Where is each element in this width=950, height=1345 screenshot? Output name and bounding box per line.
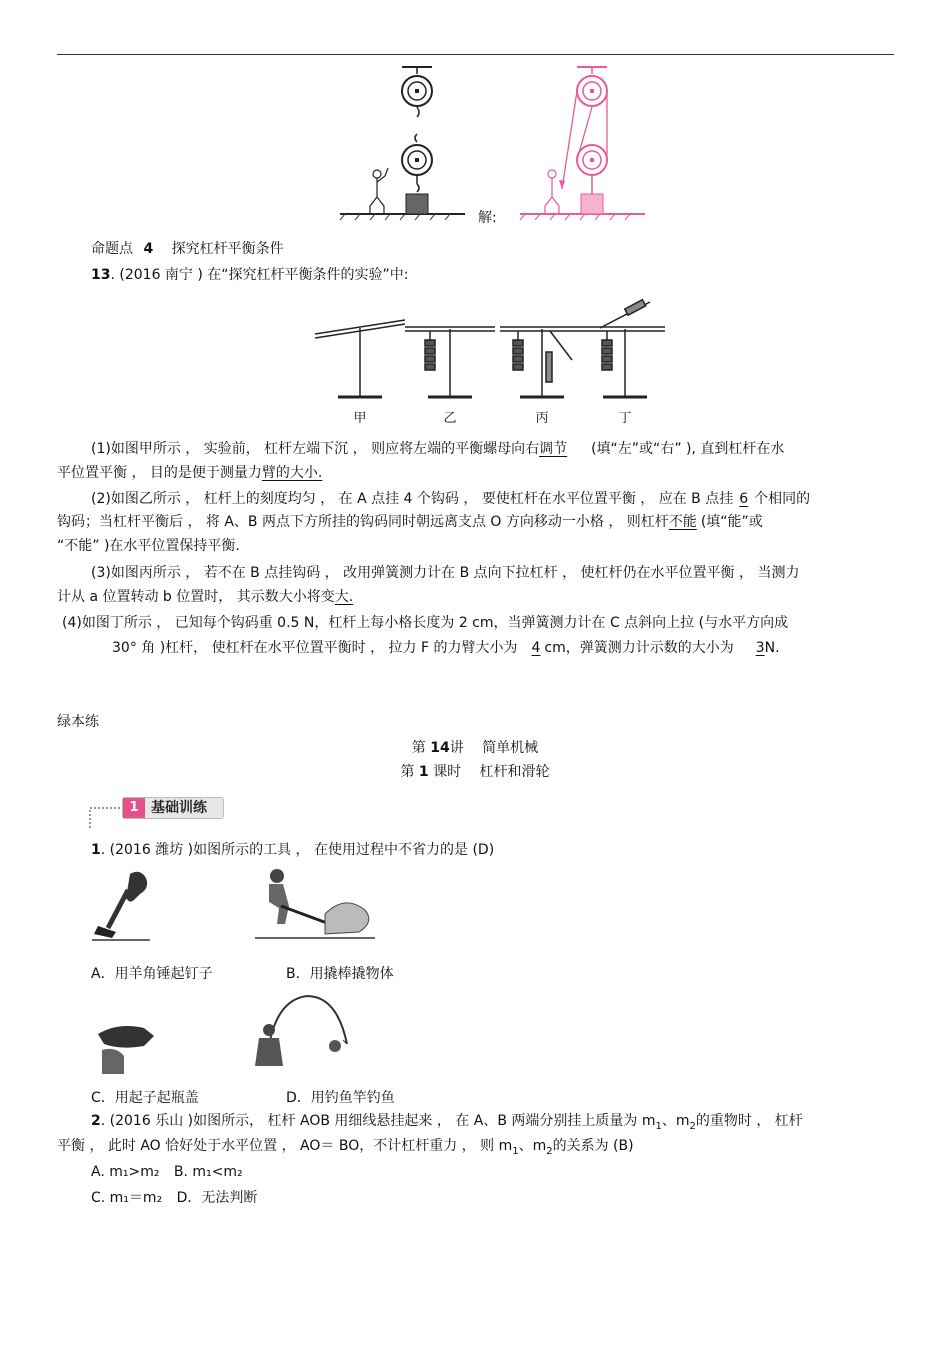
q13-p1-line2: 平位置平衡 ， 目的是便于测量力臂的大小. xyxy=(57,465,323,481)
q13-p1-line1: (1)如图甲所示 ， 实验前， 杠杆左端下沉 ， 则应将左端的平衡螺母向右调节 (填“左”或“右” ), 直到杠杆在水 xyxy=(91,441,785,457)
badge-number: 1 xyxy=(123,798,145,818)
q2-option-d: D．无法判断 xyxy=(176,1190,258,1206)
hammer-image xyxy=(90,866,160,942)
answer-blank: 大. xyxy=(334,589,354,605)
q13-stem xyxy=(91,264,409,284)
q2-option-c: C. m₁＝m₂ xyxy=(91,1190,163,1206)
q2-option-a: A. m₁>m₂ xyxy=(91,1164,160,1180)
pulley-figure-answer xyxy=(520,64,650,224)
q13-p2-line3: “不能” )在水平位置保持平衡. xyxy=(57,538,240,554)
answer-blank: 臂的大小. xyxy=(261,465,323,481)
lever-jia xyxy=(315,320,405,397)
q13-p3-line1: (3)如图丙所示 ， 若不在 B 点挂钩码 ， 改用弹簧测力计在 B 点向下拉杠杆 ， 使杠杆仍在水平位置平衡 ， 当测力 xyxy=(91,565,800,581)
q1-stem: 1. (2016 潍坊 )如图所示的工具 ， 在使用过程中不省力的是 (D) xyxy=(91,842,495,858)
bottle-opener-image xyxy=(92,1020,162,1076)
fig-label-ding: 丁 xyxy=(618,411,632,426)
answer-blank: 不能 xyxy=(668,514,697,530)
q1-option-d: D．用钓鱼竿钓鱼 xyxy=(286,1090,395,1106)
q13-p2-line1: (2)如图乙所示 ， 杠杆上的刻度均匀 ， 在 A 点挂 4 个钩码 ， 要使杠杆在水平位置平衡 ， 应在 B 点挂 6 个相同的 xyxy=(91,491,811,507)
pulley-figure-original xyxy=(340,64,470,224)
answer-label: 解: xyxy=(478,210,497,226)
topic-number: 4 xyxy=(143,241,154,257)
q13-p2-line2: 钩码；当杠杆平衡后 ， 将 A、B 两点下方所挂的钩码同时朝远离支点 O 方向移动一小格 ， 则杠杆不能 (填“能”或 xyxy=(57,514,763,530)
topic-title: 探究杠杆平衡条件 xyxy=(171,241,284,257)
fishing-rod-image xyxy=(255,990,355,1070)
lever-figures xyxy=(310,292,670,432)
q2-stem-line1: 2. (2016 乐山 )如图所示， 杠杆 AOB 用细线悬挂起来 ， 在 A、B 两端分别挂上质量为 $m_1$、$m_2$的重物时 ， 杠杆 xyxy=(91,1113,803,1132)
answer-blank: 3 xyxy=(755,640,765,656)
q2-options-ab xyxy=(91,1164,243,1180)
q1-option-b: B．用撬棒撬物体 xyxy=(286,966,394,982)
badge-dots xyxy=(88,800,124,830)
lecture-heading: 第 14讲 简单机械 xyxy=(411,740,539,756)
book-label: 绿本练 xyxy=(57,714,99,730)
q13-p4-line2: 30° 角 )杠杆， 使杠杆在水平位置平衡时 ， 拉力 F 的力臂大小为 4 cm，弹簧测力计示数的大小为 3N. xyxy=(112,640,780,656)
fig-label-bing: 丙 xyxy=(535,411,549,426)
lever-ding xyxy=(585,300,665,397)
topic-heading xyxy=(91,238,284,258)
lever-bing xyxy=(500,327,585,397)
answer-blank: 4 xyxy=(531,640,541,656)
answer-blank: 6 xyxy=(739,491,749,507)
q2-option-b: B. m₁<m₂ xyxy=(173,1164,243,1180)
crowbar-image xyxy=(255,866,375,942)
topic-label: 命题点 xyxy=(91,241,133,257)
lesson-heading: 第 1 课时 杠杆和滑轮 xyxy=(400,764,550,780)
q13-number: 13 xyxy=(91,267,111,283)
q13-stem-text: . (2016 南宁 ) 在“探究杠杆平衡条件的实验”中: xyxy=(110,267,409,283)
q2-options-cd xyxy=(91,1187,257,1207)
q1-option-a: A．用羊角锤起钉子 xyxy=(91,966,213,982)
fig-label-jia: 甲 xyxy=(353,411,367,426)
q2-stem-line2: 平衡 ， 此时 AO 恰好处于水平位置 ， AO＝ BO，不计杠杆重力 ， 则 $m_1$、$m_2$的关系为 (B) xyxy=(57,1138,634,1157)
fig-label-yi: 乙 xyxy=(443,411,457,426)
badge-text: 基础训练 xyxy=(151,800,207,816)
answer-blank: 调节 xyxy=(539,441,568,457)
q13-p4-line1: (4)如图丁所示 ， 已知每个钩码重 0.5 N，杠杆上每小格长度为 2 cm，当弹簧测力计在 C 点斜向上拉 (与水平方向成 xyxy=(62,615,789,631)
lever-yi xyxy=(405,327,495,397)
top-rule xyxy=(57,54,894,55)
q13-p3-line2: 计从 a 位置转动 b 位置时， 其示数大小将变大. xyxy=(57,589,354,605)
q1-option-c: C．用起子起瓶盖 xyxy=(91,1090,199,1106)
section-badge xyxy=(122,797,224,819)
